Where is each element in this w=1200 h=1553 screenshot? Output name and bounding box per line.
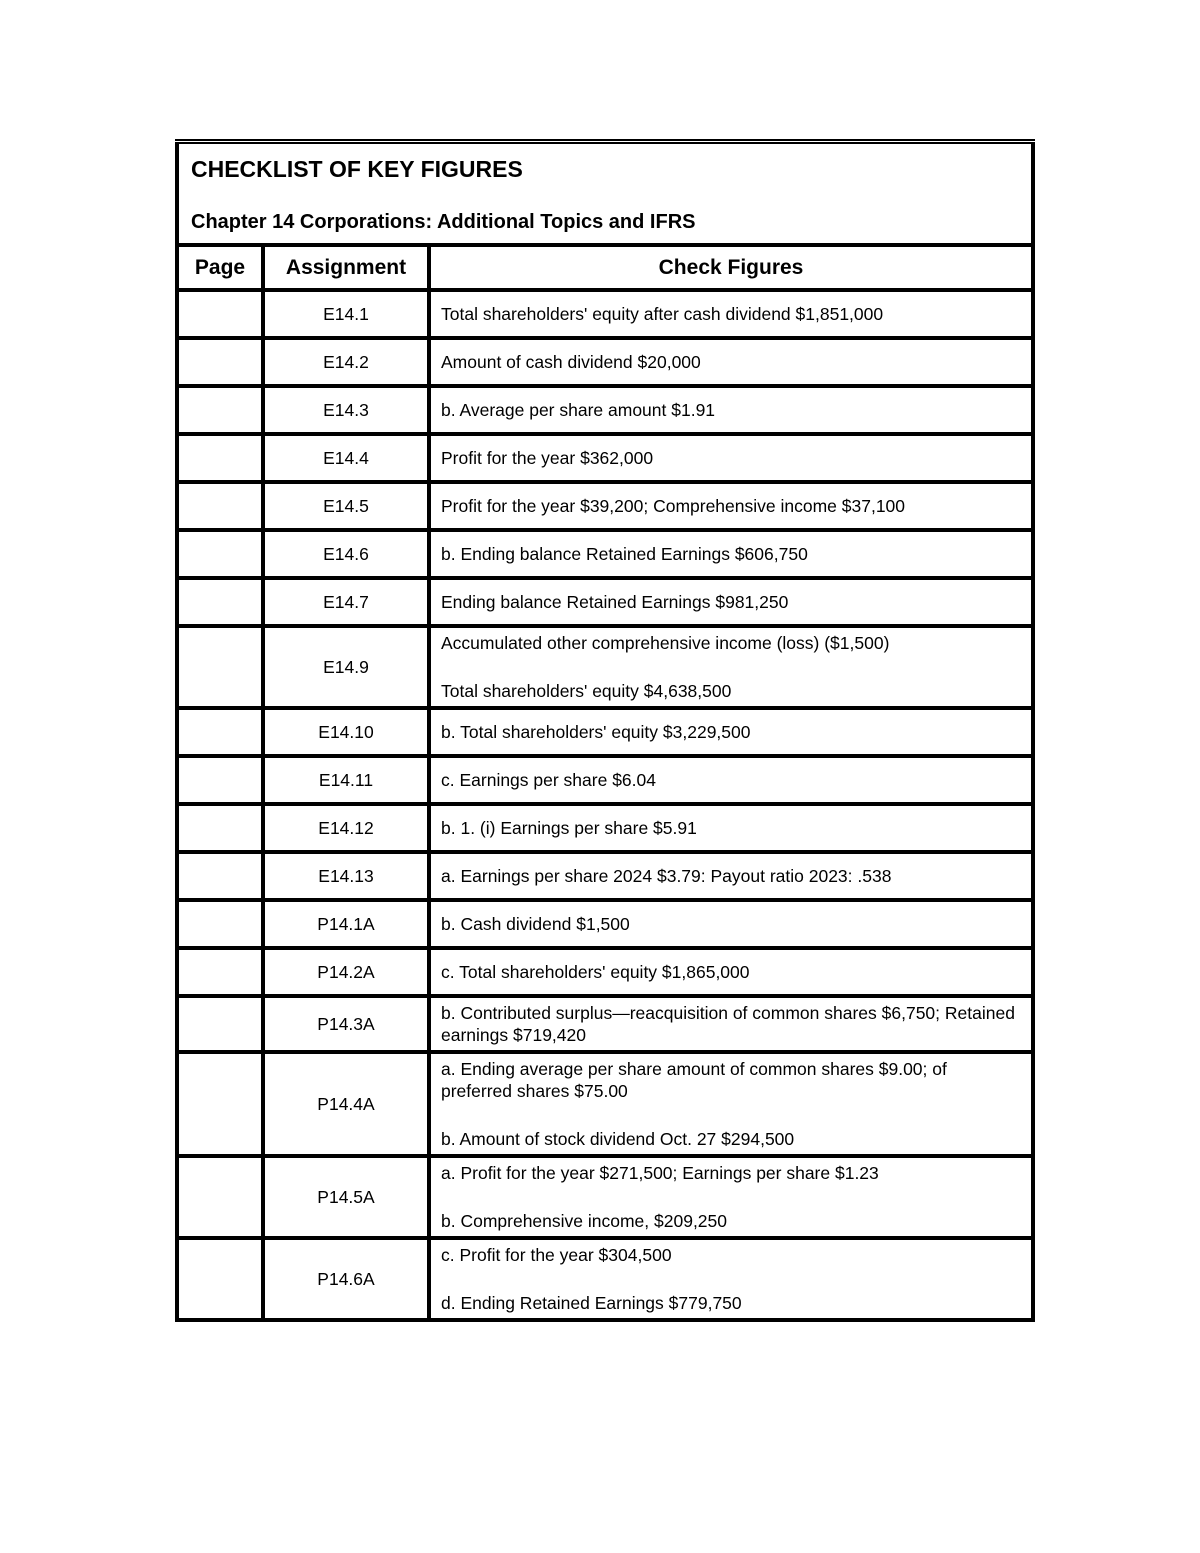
check-figure-text: Accumulated other comprehensive income (loss) ($1,500) bbox=[441, 633, 890, 653]
check-figure-text: b. Comprehensive income, $209,250 bbox=[441, 1211, 728, 1231]
page-cell bbox=[177, 626, 263, 708]
page-cell bbox=[177, 900, 263, 948]
table-row bbox=[177, 996, 1033, 1052]
assignment-cell: E14.4 bbox=[263, 434, 429, 482]
table-row bbox=[177, 338, 1033, 386]
check-figure-text: Total shareholders' equity after cash dividend $1,851,000 bbox=[441, 304, 884, 324]
assignment-cell: E14.13 bbox=[263, 852, 429, 900]
check-figure-text: c. Earnings per share $6.04 bbox=[441, 770, 656, 790]
table-row bbox=[177, 290, 1033, 338]
check-figures-cell bbox=[429, 852, 1033, 900]
check-figures-cell bbox=[429, 948, 1033, 996]
assignment-cell: P14.1A bbox=[263, 900, 429, 948]
table-row bbox=[177, 804, 1033, 852]
assignment-cell: E14.2 bbox=[263, 338, 429, 386]
check-figures-cell bbox=[429, 434, 1033, 482]
check-figures-cell bbox=[429, 1156, 1033, 1238]
check-figure-text: d. Ending Retained Earnings $779,750 bbox=[441, 1293, 742, 1313]
table-row bbox=[177, 386, 1033, 434]
check-figure-text: Amount of cash dividend $20,000 bbox=[441, 352, 701, 372]
check-figure-text: Profit for the year $39,200; Comprehensive income $37,100 bbox=[441, 496, 906, 516]
assignment-cell: E14.1 bbox=[263, 290, 429, 338]
page-cell bbox=[177, 530, 263, 578]
check-figure-text: a. Ending average per share amount of common shares $9.00; of preferred shares $75.00 bbox=[441, 1059, 947, 1101]
page-cell bbox=[177, 338, 263, 386]
check-figure-text: a. Earnings per share 2024 $3.79: Payout ratio 2023: .538 bbox=[441, 866, 892, 886]
page-cell bbox=[177, 482, 263, 530]
page-cell bbox=[177, 756, 263, 804]
page-cell bbox=[177, 578, 263, 626]
check-figures-cell bbox=[429, 756, 1033, 804]
check-figure-text: b. Total shareholders' equity $3,229,500 bbox=[441, 722, 751, 742]
assignment-cell: P14.2A bbox=[263, 948, 429, 996]
check-figure-text: Profit for the year $362,000 bbox=[441, 448, 654, 468]
table-row bbox=[177, 1238, 1033, 1320]
check-figures-cell bbox=[429, 290, 1033, 338]
table-row bbox=[177, 1052, 1033, 1156]
table-row bbox=[177, 756, 1033, 804]
header-page: Page bbox=[177, 245, 263, 290]
assignment-cell: P14.6A bbox=[263, 1238, 429, 1320]
page-cell bbox=[177, 290, 263, 338]
check-figure-text: a. Profit for the year $271,500; Earnings per share $1.23 bbox=[441, 1163, 879, 1183]
check-figures-cell bbox=[429, 996, 1033, 1052]
check-figures-cell bbox=[429, 530, 1033, 578]
table-row bbox=[177, 626, 1033, 708]
document-title: CHECKLIST OF KEY FIGURES bbox=[191, 156, 523, 182]
table-body bbox=[177, 142, 1033, 1321]
check-figures-cell bbox=[429, 708, 1033, 756]
assignment-cell: E14.10 bbox=[263, 708, 429, 756]
assignment-cell: E14.7 bbox=[263, 578, 429, 626]
check-figures-cell bbox=[429, 338, 1033, 386]
page-cell bbox=[177, 996, 263, 1052]
page-cell bbox=[177, 1238, 263, 1320]
table-row bbox=[177, 900, 1033, 948]
page-cell bbox=[177, 708, 263, 756]
check-figure-text: Total shareholders' equity $4,638,500 bbox=[441, 681, 732, 701]
check-figures-cell bbox=[429, 578, 1033, 626]
title-row bbox=[177, 142, 1033, 246]
table-row bbox=[177, 482, 1033, 530]
table-row bbox=[177, 530, 1033, 578]
page-cell bbox=[177, 1052, 263, 1156]
page-cell bbox=[177, 948, 263, 996]
assignment-cell: E14.9 bbox=[263, 626, 429, 708]
check-figure-text: b. Contributed surplus—reacquisition of common shares $6,750; Retained earnings $719,420 bbox=[441, 1003, 1015, 1045]
assignment-cell: E14.6 bbox=[263, 530, 429, 578]
page-cell bbox=[177, 804, 263, 852]
check-figures-cell bbox=[429, 1052, 1033, 1156]
assignment-cell: E14.12 bbox=[263, 804, 429, 852]
check-figure-text: b. Cash dividend $1,500 bbox=[441, 914, 630, 934]
assignment-cell: E14.3 bbox=[263, 386, 429, 434]
table-row bbox=[177, 708, 1033, 756]
assignment-cell: P14.5A bbox=[263, 1156, 429, 1238]
check-figure-text: c. Profit for the year $304,500 bbox=[441, 1245, 672, 1265]
check-figure-text: Ending balance Retained Earnings $981,250 bbox=[441, 592, 789, 612]
table-row bbox=[177, 948, 1033, 996]
document-subtitle: Chapter 14 Corporations: Additional Topics and IFRS bbox=[191, 211, 696, 233]
check-figures-cell bbox=[429, 900, 1033, 948]
check-figure-text: b. Ending balance Retained Earnings $606,750 bbox=[441, 544, 808, 564]
header-row bbox=[177, 245, 1033, 290]
check-figure-text: b. 1. (i) Earnings per share $5.91 bbox=[441, 818, 697, 838]
check-figures-cell bbox=[429, 626, 1033, 708]
table-row bbox=[177, 578, 1033, 626]
table-row bbox=[177, 1156, 1033, 1238]
header-assignment: Assignment bbox=[263, 245, 429, 290]
check-figures-cell bbox=[429, 482, 1033, 530]
page-cell bbox=[177, 852, 263, 900]
check-figure-text: c. Total shareholders' equity $1,865,000 bbox=[441, 962, 750, 982]
table-row bbox=[177, 434, 1033, 482]
page-cell bbox=[177, 1156, 263, 1238]
assignment-cell: P14.4A bbox=[263, 1052, 429, 1156]
header-check-figures: Check Figures bbox=[429, 245, 1033, 290]
assignment-cell: P14.3A bbox=[263, 996, 429, 1052]
check-figure-text: b. Amount of stock dividend Oct. 27 $294,500 bbox=[441, 1129, 795, 1149]
page-cell bbox=[177, 386, 263, 434]
check-figures-cell bbox=[429, 386, 1033, 434]
check-figure-text: b. Average per share amount $1.91 bbox=[441, 400, 716, 420]
key-figures-table bbox=[175, 139, 1035, 1322]
check-figures-cell bbox=[429, 1238, 1033, 1320]
check-figures-cell bbox=[429, 804, 1033, 852]
title-cell bbox=[177, 142, 1033, 246]
assignment-cell: E14.5 bbox=[263, 482, 429, 530]
assignment-cell: E14.11 bbox=[263, 756, 429, 804]
table-row bbox=[177, 852, 1033, 900]
page-cell bbox=[177, 434, 263, 482]
